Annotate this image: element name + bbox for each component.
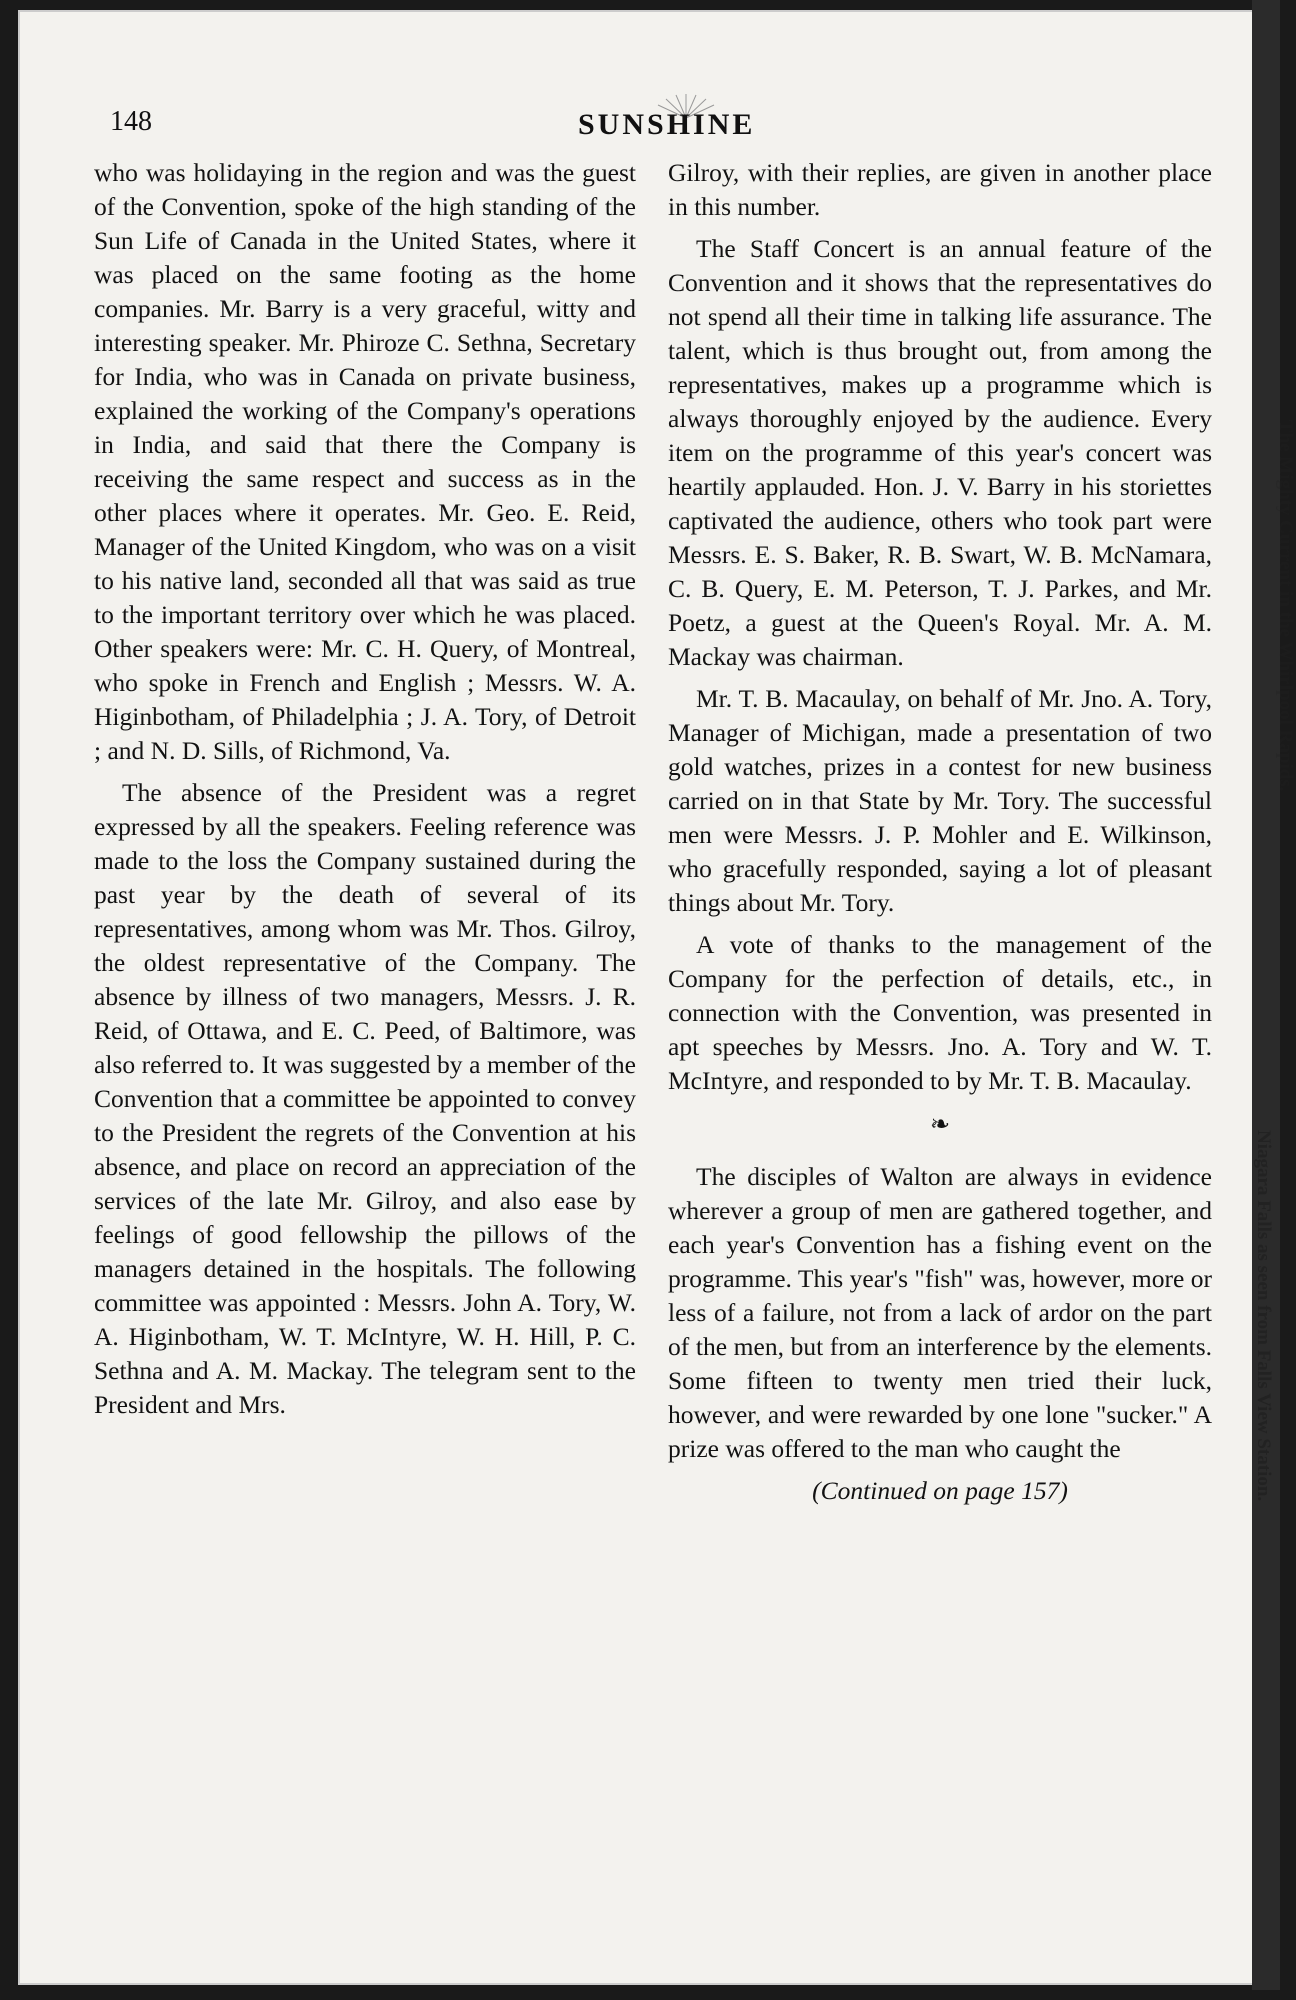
left-column [94, 156, 636, 1430]
continued-note: (Continued on page 157) [812, 1476, 1068, 1505]
side-caption-lower: Niagara Falls as seen from Falls View Station. [1253, 1130, 1274, 1502]
page-header [18, 106, 1258, 156]
right-paragraph-3: Mr. T. B. Macaulay, on behalf of Mr. Jno. A. Tory, Manager of Michigan, made a presentation of two gold watches, prizes in a contest for new business carried on in that State by Mr. Tory. The successful men were Messrs. J. P. Mohler and E. Wilkinson, who gracefully responded, saying a lot of pleasant things about Mr. Tory. [668, 684, 1212, 917]
right-paragraph-5: The disciples of Walton are always in evidence wherever a group of men are gathered together, and each year's Convention has a fishing event on the programme. This year's "fish" was, however, more or less of a failure, not from a lack of ardor on the part of the men, but from an interference by the elements. Some fifteen to twenty men tried their luck, however, and were rewarded by one lone "sucker." A prize was offered to the man who caught the [668, 1162, 1212, 1463]
right-column [668, 156, 1212, 1508]
page-binding-edge [1252, 0, 1280, 1990]
right-paragraph-1: Gilroy, with their replies, are given in another place in this number. [668, 158, 1212, 221]
right-paragraph-2: The Staff Concert is an annual feature of the Convention and it shows that the representatives do not spend all their time in talking life assurance. The talent, which is thus brought out, from among the representatives, makes up a programme which is always thoroughly enjoyed by the audience. Every item on the programme of this year's concert was heartily applauded. Hon. J. V. Barry in his storiettes captivated the audience, others who took part were Messrs. E. S. Baker, R. B. Swart, W. B. McNamara, C. B. Query, E. M. Peterson, T. J. Parkes, and Mr. Poetz, a guest at the Queen's Royal. Mr. A. M. Mackay was chairman. [668, 234, 1212, 671]
right-paragraph-4: A vote of thanks to the management of the Company for the perfection of details, etc., in connection with the Convention, was presented in apt speeches by Messrs. Jno. A. Tory and W. T. McIntyre, and responded to by Mr. T. B. Macaulay. [668, 930, 1212, 1095]
left-paragraph-1: who was holidaying in the region and was the guest of the Convention, spoke of the high standing of the Sun Life of Canada in the United States, where it was placed on the same footing as the home companies. Mr. Barry is a very graceful, witty and interesting speaker. Mr. Phiroze C. Sethna, Secretary for India, who was in Canada on private business, explained the working of the Company's operations in India, and said that there the Company is receiving the same respect and success as in the other places where it operates. Mr. Geo. E. Reid, Manager of the United Kingdom, who was on a visit to his native land, seconded all that was said as true to the important territory over which he was placed. Other speakers were: Mr. C. H. Query, of Montreal, who spoke in French and English ; Messrs. W. A. Higinbotham, of Philadelphia ; J. A. Tory, of Detroit ; and N. D. Sills, of Richmond, Va. [94, 158, 636, 765]
side-caption-upper: The Mighty Current in the Whirlpool Rapids. [1275, 420, 1296, 792]
masthead-title: SUNSHINE [578, 108, 756, 141]
left-paragraph-2: The absence of the President was a regret expressed by all the speakers. Feeling reference was made to the loss the Company sustained during the past year by the death of several of its representatives, among whom was Mr. Thos. Gilroy, the oldest representative of the Company. The absence by illness of two managers, Messrs. J. R. Reid, of Ottawa, and E. C. Peed, of Baltimore, was also referred to. It was suggested by a member of the Convention that a committee be appointed to convey to the President the regrets of the Convention at his absence, and place on record an appreciation of the services of the late Mr. Gilroy, and also ease by feelings of good fellowship the pillows of the managers detained in the hospitals. The following committee was appointed : Messrs. John A. Tory, W. A. Higinbotham, W. T. McIntyre, W. H. Hill, P. C. Sethna and A. M. Mackay. The telegram sent to the President and Mrs. [94, 778, 636, 1419]
section-dingbat-icon: ❧ [929, 1112, 951, 1138]
magazine-page [18, 10, 1258, 1985]
page-number: 148 [110, 106, 152, 137]
